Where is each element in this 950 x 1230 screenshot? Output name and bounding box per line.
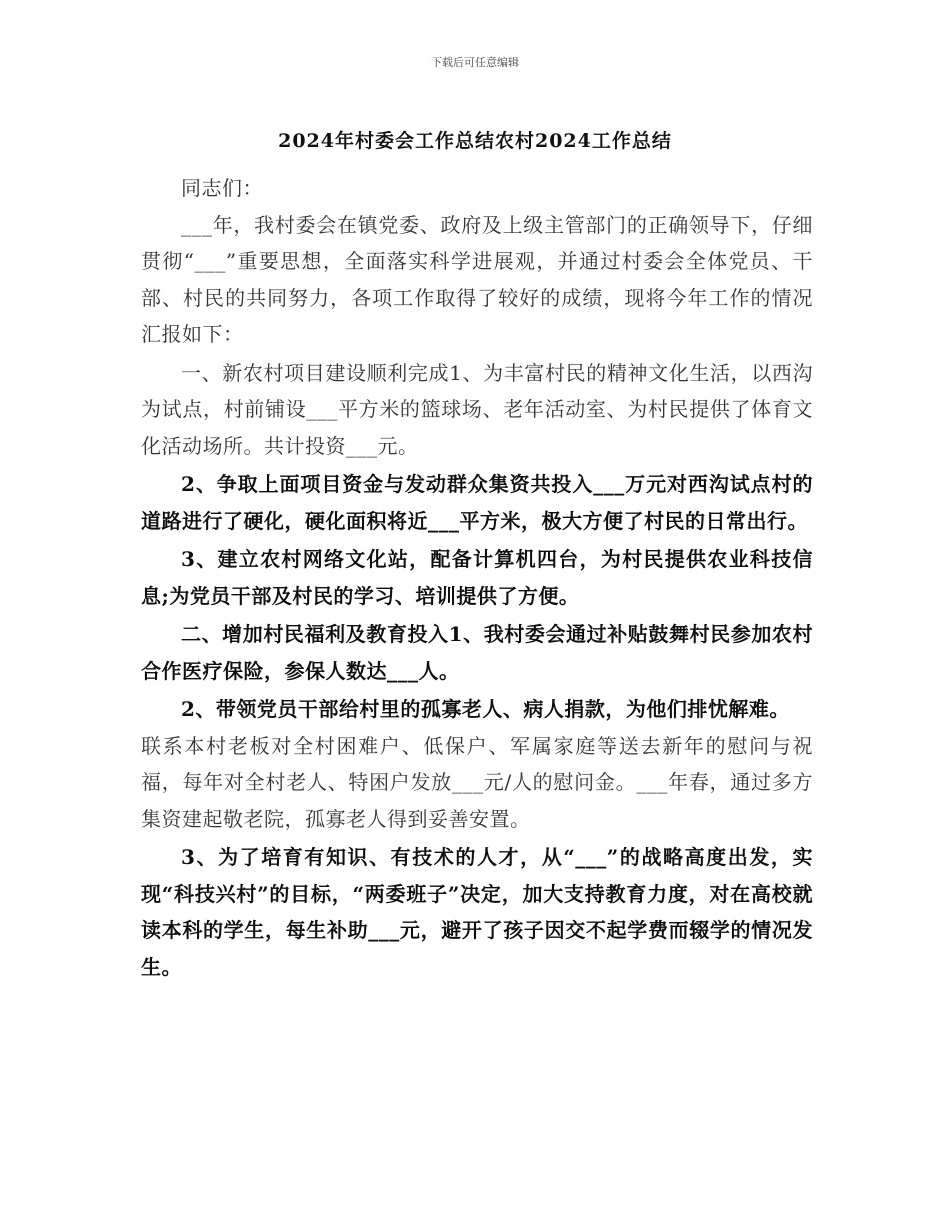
salutation: 同志们：	[181, 176, 263, 200]
paragraph-education-subsidy: 3、为了培育有知识、有技术的人才，从“___”的战略高度出发，实现“科技兴村”的目标，“两委班子”决定，加大支持教育力度，对在高校就读本科的学生，每生补助___元，避开了孩子因交不起学费而辍学的情况发生。	[141, 845, 813, 979]
paragraph-section-one: 一、新农村项目建设顺利完成1、为丰富村民的精神文化生活，以西沟为试点，村前铺设___平方米的篮球场、老年活动室、为村民提供了体育文化活动场所。共计投资___元。	[141, 360, 813, 458]
paragraph-condolence: 联系本村老板对全村困难户、低保户、军属家庭等送去新年的慰问与祝福，每年对全村老人、特困户发放___元/人的慰问金。___年春，通过多方集资建起敬老院，孤寡老人得到妥善安置。	[141, 733, 813, 831]
document-body	[141, 170, 813, 987]
header-note: 下载后可任意编辑	[431, 56, 519, 69]
document-title: 2024年村委会工作总结农村2024工作总结	[278, 130, 672, 152]
paragraph-road-hardening: 2、争取上面项目资金与发动群众集资共投入___万元对西沟试点村的道路进行了硬化，硬化面积将近___平方米，极大方便了村民的日常出行。	[141, 472, 813, 533]
paragraph-donations: 2、带领党员干部给村里的孤寡老人、病人捐款，为他们排忧解难。	[181, 697, 790, 721]
paragraph-network-station: 3、建立农村网络文化站，配备计算机四台，为村民提供农业科技信息;为党员干部及村民的学习、培训提供了方便。	[141, 547, 813, 608]
paragraph-intro: ___年，我村委会在镇党委、政府及上级主管部门的正确领导下，仔细贯彻“___”重要思想，全面落实科学进展观，并通过村委会全体党员、干部、村民的共同努力，各项工作取得了较好的成绩，现将今年工作的情况汇报如下：	[141, 212, 813, 346]
paragraph-section-two: 二、增加村民福利及教育投入1、我村委会通过补贴鼓舞村民参加农村合作医疗保险，参保人数达___人。	[141, 622, 813, 683]
